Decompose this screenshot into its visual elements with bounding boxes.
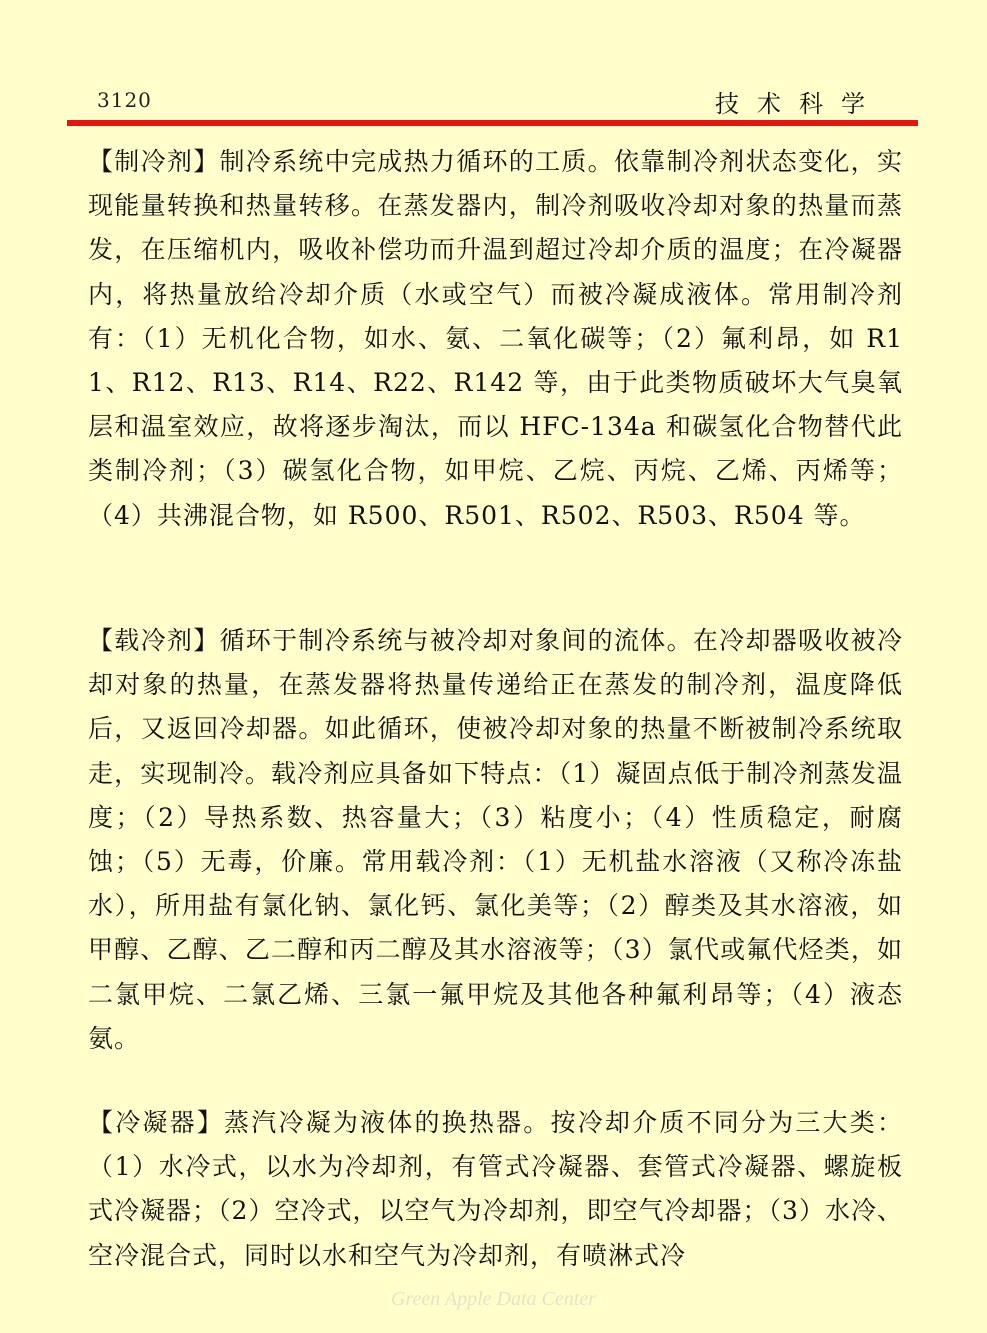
entry-condenser (88, 1101, 903, 1278)
watermark: Green Apple Data Center (391, 1288, 596, 1310)
entry-body: 循环于制冷系统与被冷却对象间的流体。在冷却器吸收被冷却对象的热量，在蒸发器将热量传递给正在蒸发的制冷剂，温度降低后，又返回冷却器。如此循环，使被冷却对象的热量不断被制冷系统取走，实现制冷。载冷剂应具备如下特点：（1）凝固点低于制冷剂蒸发温度；（2）导热系数、热容量大；（3）粘度小；（4）性质稳定，耐腐蚀；（5）无毒，价廉。常用载冷剂：（1）无机盐水溶液（又称冷冻盐水），所用盐有氯化钠、氯化钙、氯化美等；（2）醇类及其水溶液，如甲醇、乙醇、乙二醇和丙二醇及其水溶液等；（3）氯代或氟代烃类，如二氯甲烷、二氯乙烯、三氯一氟甲烷及其他各种氟利昂等；（4）液态氨。 (88, 626, 903, 1053)
running-head: 技术科学 (715, 90, 883, 118)
page-number: 3120 (97, 88, 152, 112)
entry-refrigerant (88, 140, 903, 538)
entry-term: 【制冷剂】 (88, 147, 220, 176)
entry-term: 【载冷剂】 (88, 626, 220, 655)
entry-term: 【冷凝器】 (88, 1108, 225, 1137)
entry-body: 制冷系统中完成热力循环的工质。依靠制冷剂状态变化，实现能量转换和热量转移。在蒸发器内，制冷剂吸收冷却对象的热量而蒸发，在压缩机内，吸收补偿功而升温到超过冷却介质的温度；在冷凝器内，将热量放给冷却介质（水或空气）而被冷凝成液体。常用制冷剂有：（1）无机化合物，如水、氨、二氧化碳等；（2）氟利昂，如 R11、R12、R13、R14、R22、R142 等，由于此类物质破坏大气臭氧层和温室效应，故将逐步淘汰，而以 HFC-134a 和碳氢化合物替代此类制冷剂；（3）碳氢化合物，如甲烷、乙烷、丙烷、乙烯、丙烯等；（4）共沸混合物，如 R500、R501、R502、R503、R504 等。 (88, 147, 903, 530)
entry-secondary-refrigerant (88, 619, 903, 1061)
header-rule (67, 120, 918, 126)
entry-body: 蒸汽冷凝为液体的换热器。按冷却介质不同分为三大类：（1）水冷式，以水为冷却剂，有管式冷凝器、套管式冷凝器、螺旋板式冷凝器；（2）空冷式，以空气为冷却剂，即空气冷却器；（3）水冷、空冷混合式，同时以水和空气为冷却剂，有喷淋式冷 (88, 1108, 903, 1270)
